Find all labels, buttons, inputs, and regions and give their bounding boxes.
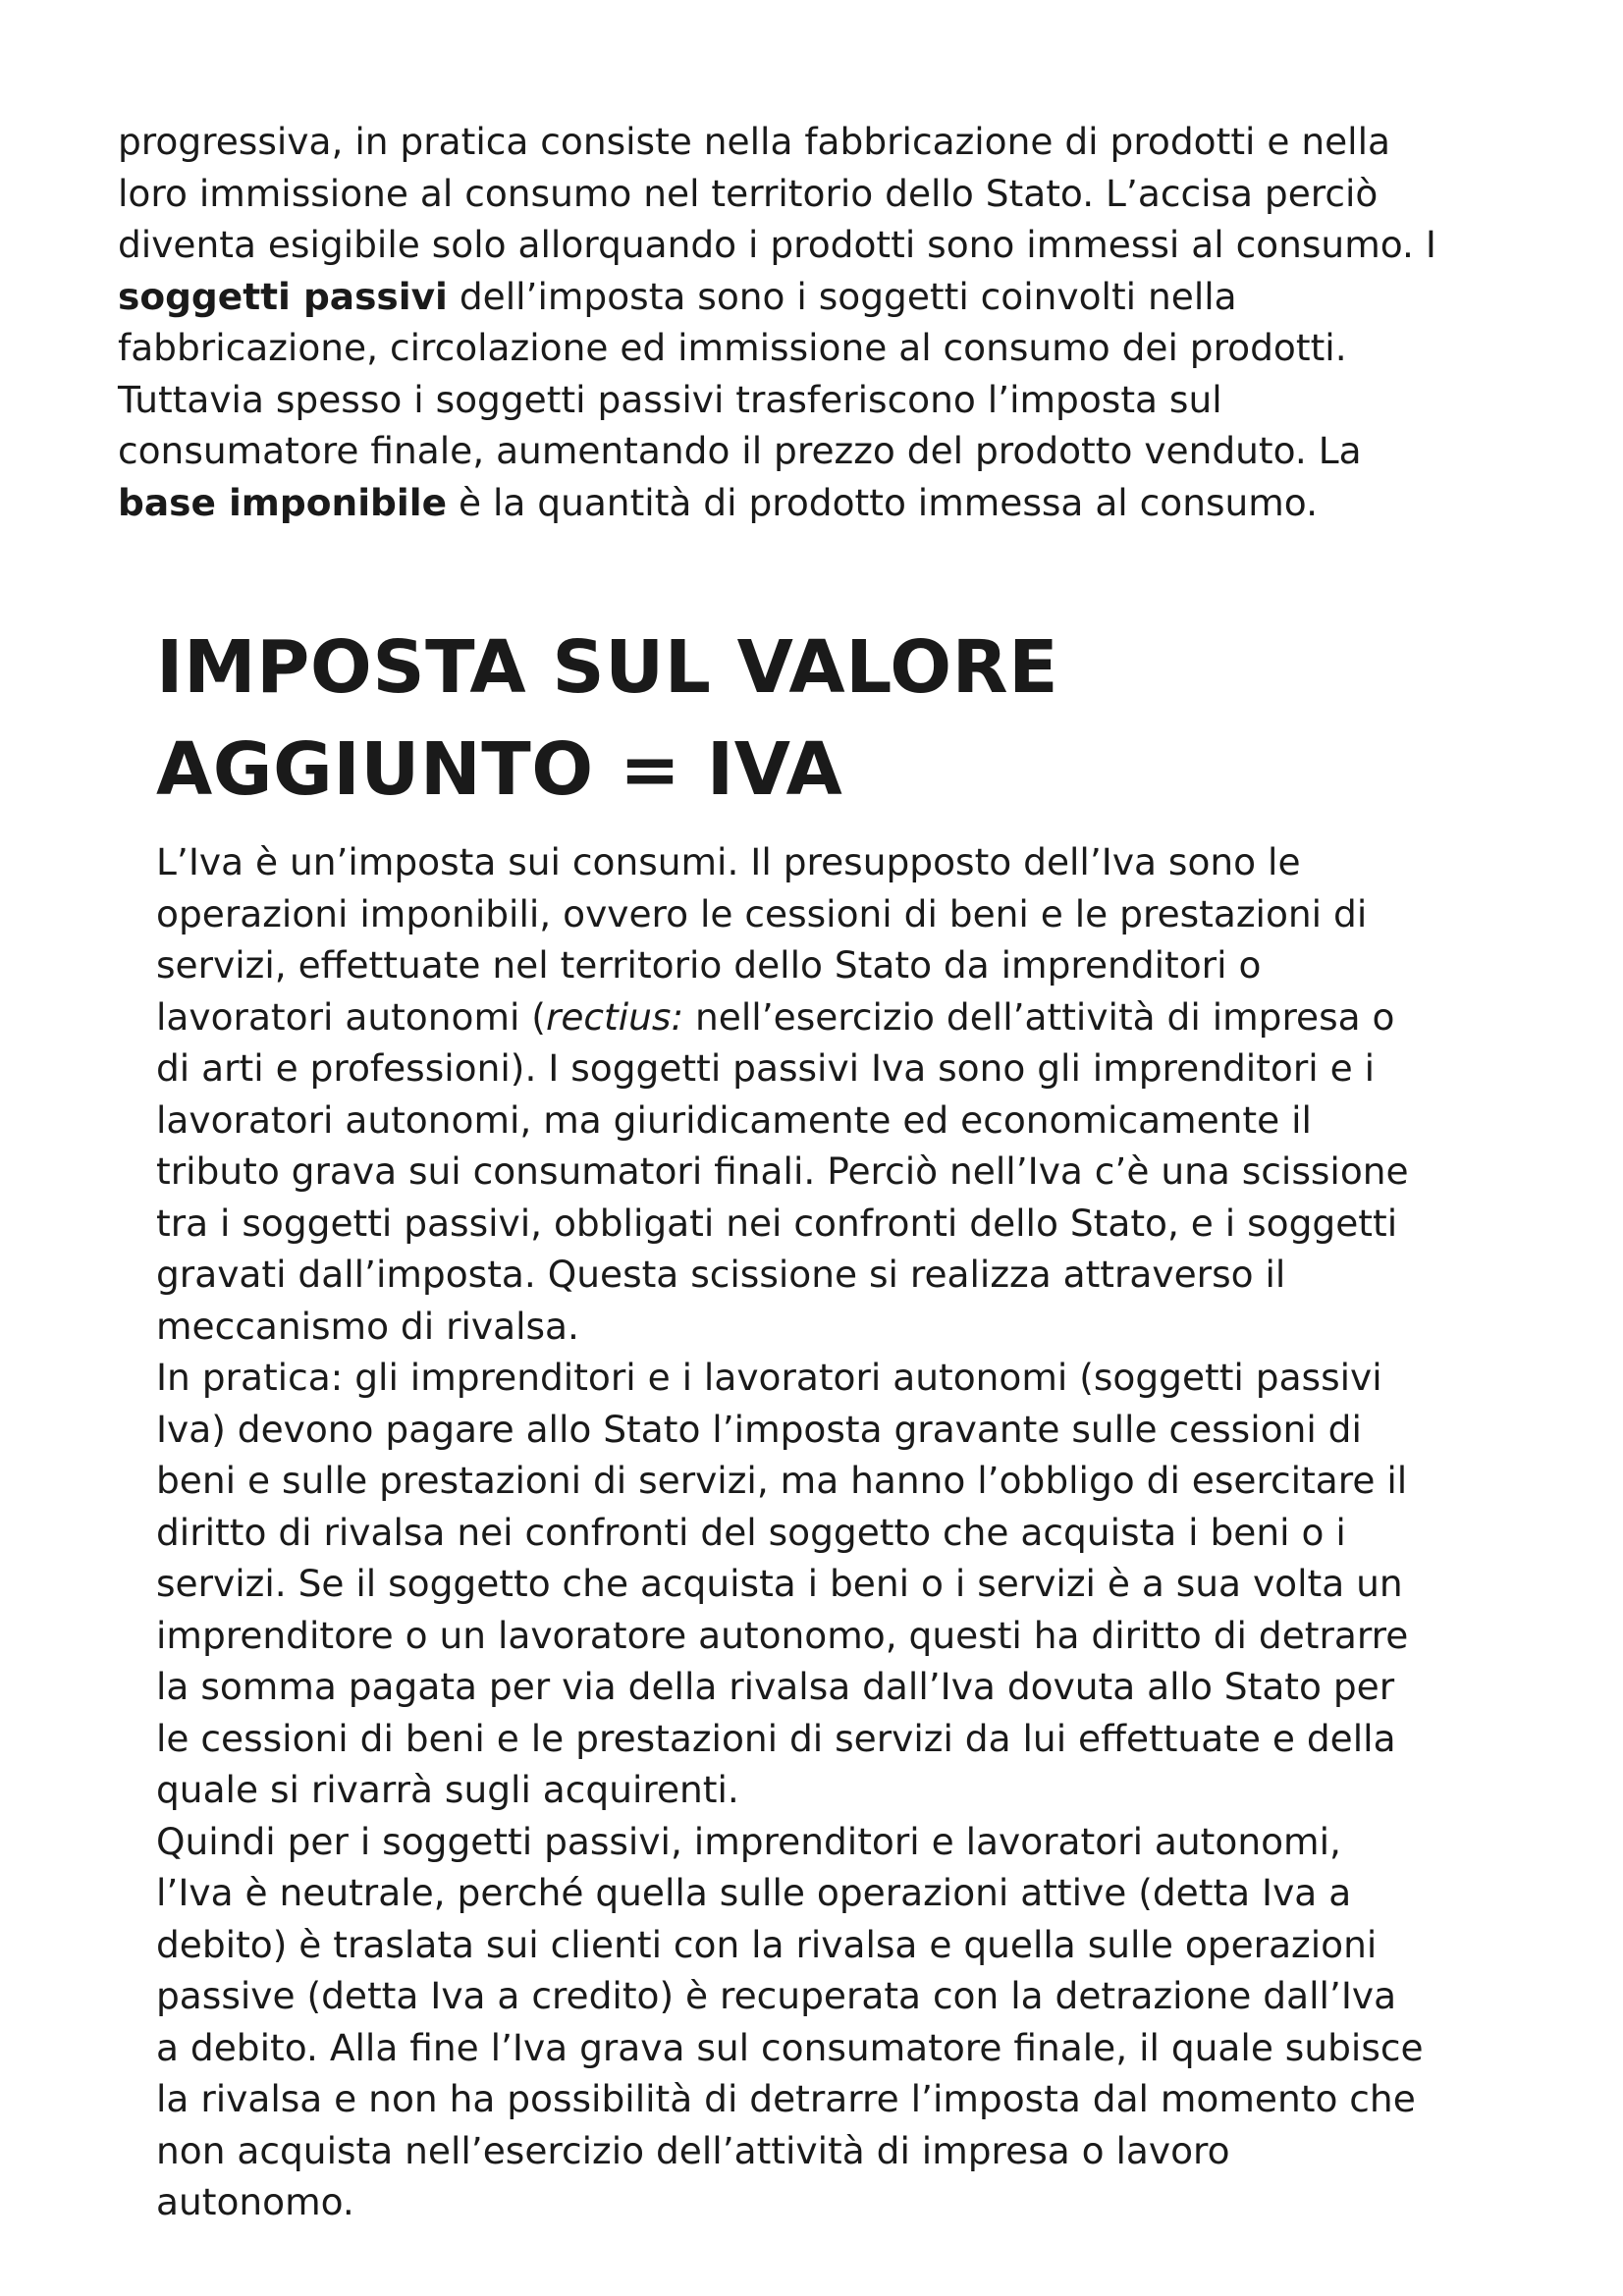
text-line: di arti e professioni). I soggetti passivi Iva sono gli imprenditori e i	[156, 1046, 1376, 1090]
text-line: la rivalsa e non ha possibilità di detrarre l’imposta dal momento che	[156, 2077, 1416, 2120]
iva-body-paragraphs	[156, 836, 1531, 2228]
text-line: l’Iva è neutrale, perché quella sulle operazioni attive (detta Iva a	[156, 1871, 1352, 1914]
text-line: la somma pagata per via della rivalsa dall’Iva dovuta allo Stato per	[156, 1665, 1395, 1708]
text-line	[118, 271, 1512, 323]
heading-line: AGGIUNTO = IVA	[156, 727, 843, 812]
text-line: a debito. Alla fine l’Iva grava sul consumatore finale, il quale subisce	[156, 2025, 1424, 2069]
text-line: diventa esigibile solo allorquando i prodotti sono immessi al consumo. I	[118, 223, 1436, 266]
text-line: consumatore finale, aumentando il prezzo del prodotto venduto. La	[118, 429, 1362, 472]
text-line: lavoratori autonomi, ma giuridicamente ed economicamente il	[156, 1097, 1312, 1142]
text-line: passive (detta Iva a credito) è recuperata con la detrazione dall’Iva	[156, 1974, 1397, 2017]
text-line: non acquista nell’esercizio dell’attività di impresa o lavoro	[156, 2128, 1230, 2172]
text-segment: nell’esercizio dell’attività di impresa o	[683, 994, 1395, 1039]
italic-term-rectius: rectius:	[545, 994, 684, 1039]
text-line: Tuttavia spesso i soggetti passivi trasferiscono l’imposta sul	[118, 377, 1222, 421]
text-line: quale si rivarrà sugli acquirenti.	[156, 1768, 739, 1811]
text-line: servizi. Se il soggetto che acquista i beni o i servizi è a sua volta un	[156, 1562, 1403, 1605]
text-line: In pratica: gli imprenditori e i lavoratori autonomi (soggetti passivi	[156, 1356, 1382, 1399]
text-line: gravati dall’imposta. Questa scissione si realizza attraverso il	[156, 1253, 1286, 1296]
text-line: imprenditore o un lavoratore autonomo, questi ha diritto di detrarre	[156, 1613, 1409, 1657]
text-line: tributo grava sui consumatori finali. Perciò nell’Iva c’è una scissione	[156, 1149, 1409, 1193]
bold-term-soggetti-passivi: soggetti passivi	[118, 274, 448, 318]
text-line: fabbricazione, circolazione ed immissione al consumo dei prodotti.	[118, 326, 1347, 369]
text-line: Iva) devono pagare allo Stato l’imposta gravante sulle cessioni di	[156, 1407, 1362, 1451]
text-line: meccanismo di rivalsa.	[156, 1304, 579, 1348]
text-line: progressiva, in pratica consiste nella fabbricazione di prodotti e nella	[118, 120, 1391, 163]
text-line: debito) è traslata sui clienti con la rivalsa e quella sulle operazioni	[156, 1922, 1378, 1966]
heading-line: IMPOSTA SUL VALORE	[156, 625, 1059, 710]
intro-paragraph	[118, 116, 1512, 528]
text-line: L’Iva è un’imposta sui consumi. Il presupposto dell’Iva sono le	[156, 840, 1301, 883]
text-line: Quindi per i soggetti passivi, imprenditori e lavoratori autonomi,	[156, 1819, 1341, 1863]
text-line: tra i soggetti passivi, obbligati nei confronti dello Stato, e i soggetti	[156, 1201, 1398, 1245]
text-line: autonomo.	[156, 2180, 354, 2223]
text-line: le cessioni di beni e le prestazioni di servizi da lui effettuate e della	[156, 1716, 1396, 1760]
text-segment: dell’imposta sono i soggetti coinvolti nella	[447, 274, 1237, 318]
text-segment: lavoratori autonomi (	[156, 994, 546, 1039]
text-line	[118, 477, 1512, 529]
text-line: operazioni imponibili, ovvero le cessioni di beni e le prestazioni di	[156, 891, 1368, 935]
text-line: loro immissione al consumo nel territorio dello Stato. L’accisa perciò	[118, 171, 1379, 215]
bold-term-base-imponibile: base imponibile	[118, 480, 448, 524]
text-line: beni e sulle prestazioni di servizi, ma hanno l’obbligo di esercitare il	[156, 1459, 1408, 1502]
text-line	[156, 991, 1531, 1043]
text-line: servizi, effettuate nel territorio dello Stato da imprenditori o	[156, 943, 1262, 987]
text-segment: è la quantità di prodotto immessa al consumo.	[447, 480, 1319, 524]
section-heading	[156, 616, 1433, 821]
text-line: diritto di rivalsa nei confronti del soggetto che acquista i beni o i	[156, 1510, 1346, 1554]
